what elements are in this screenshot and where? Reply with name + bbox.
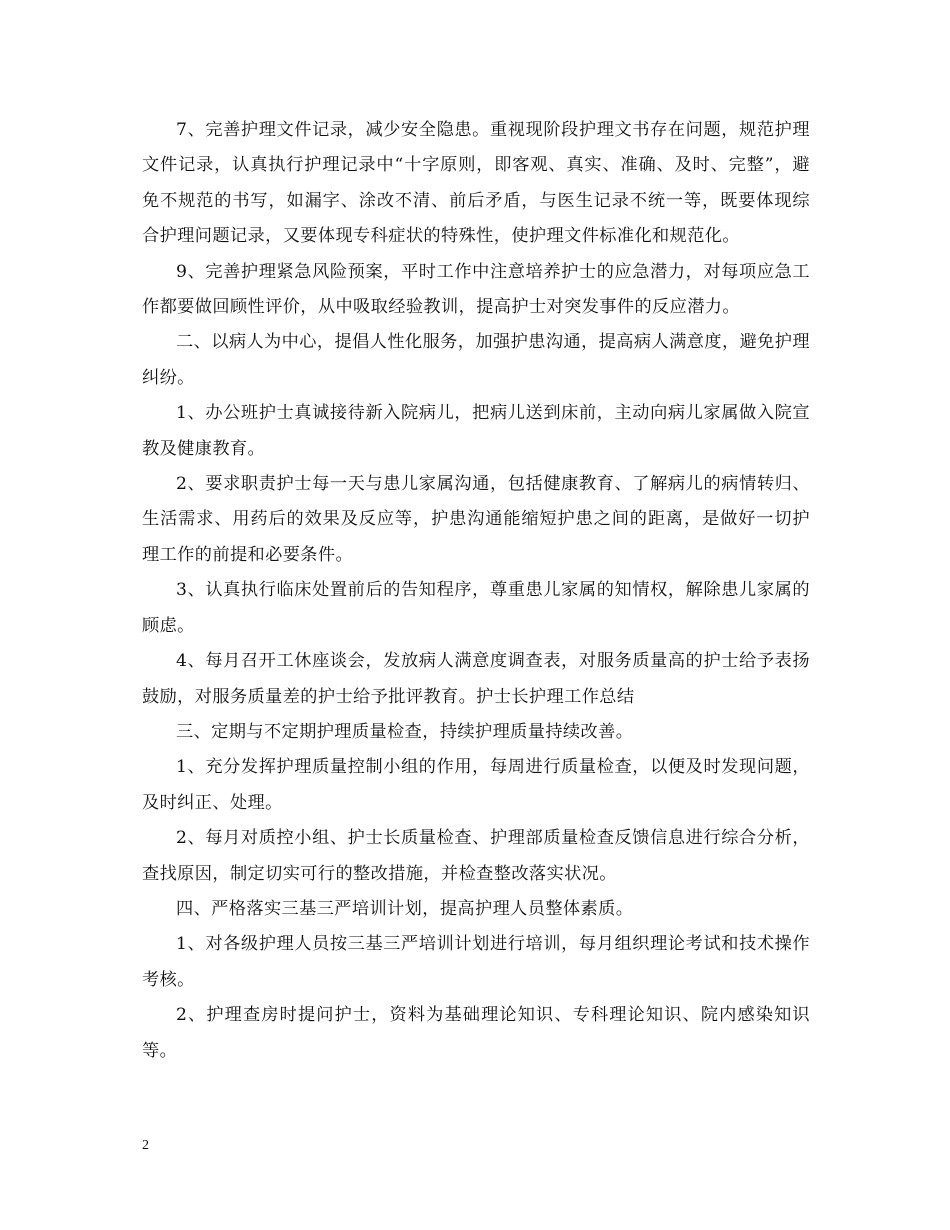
page-number: 2 [142, 1138, 149, 1153]
paragraph-item-7: 7、完善护理文件记录，减少安全隐患。重视现阶段护理文书存在问题，规范护理文件记录，认真执行护理记录中“十字原则，即客观、真实、准确、及时、完整”，避免不规范的书写，如漏字、涂改不清、前后矛盾，与医生记录不统一等，既要体现综合护理问题记录，又要体现专科症状的特殊性，使护理文件标准化和规范化。 [142, 120, 810, 247]
section-heading-2: 二、以病人为中心，提倡人性化服务，加强护患沟通，提高病人满意度，避免护理纠纷。 [142, 332, 810, 388]
paragraph-item: 1、办公班护士真诚接待新入院病儿，把病儿送到床前，主动向病儿家属做入院宣教及健康教育。 [142, 403, 810, 459]
paragraph-item: 2、每月对质控小组、护士长质量检查、护理部质量检查反馈信息进行综合分析，查找原因，制定切实可行的整改措施，并检查整改落实状况。 [142, 828, 810, 884]
paragraph-item: 3、认真执行临床处置前后的告知程序，尊重患儿家属的知情权，解除患儿家属的顾虑。 [142, 580, 810, 636]
paragraph-item: 2、要求职责护士每一天与患儿家属沟通，包括健康教育、了解病儿的病情转归、生活需求、用药后的效果及反应等，护患沟通能缩短护患之间的距离，是做好一切护理工作的前提和必要条件。 [142, 474, 810, 565]
paragraph-item: 4、每月召开工休座谈会，发放病人满意度调查表，对服务质量高的护士给予表扬鼓励，对服务质量差的护士给予批评教育。护士长护理工作总结 [142, 651, 810, 707]
document-body [142, 113, 810, 1069]
paragraph-item-9: 9、完善护理紧急风险预案，平时工作中注意培养护士的应急潜力，对每项应急工作都要做回顾性评价，从中吸取经验教训，提高护士对突发事件的反应潜力。 [142, 261, 810, 318]
paragraph-item: 1、充分发挥护理质量控制小组的作用，每周进行质量检查，以便及时发现问题，及时纠正、处理。 [142, 757, 810, 813]
paragraph-item: 2、护理查房时提问护士，资料为基础理论知识、专科理论知识、院内感染知识等。 [142, 1005, 810, 1061]
section-heading-3: 三、定期与不定期护理质量检查，持续护理质量持续改善。 [176, 721, 634, 742]
section-heading-4: 四、严格落实三基三严培训计划，提高护理人员整体素质。 [176, 898, 634, 919]
paragraph-item: 1、对各级护理人员按三基三严培训计划进行培训，每月组织理论考试和技术操作考核。 [142, 934, 810, 990]
